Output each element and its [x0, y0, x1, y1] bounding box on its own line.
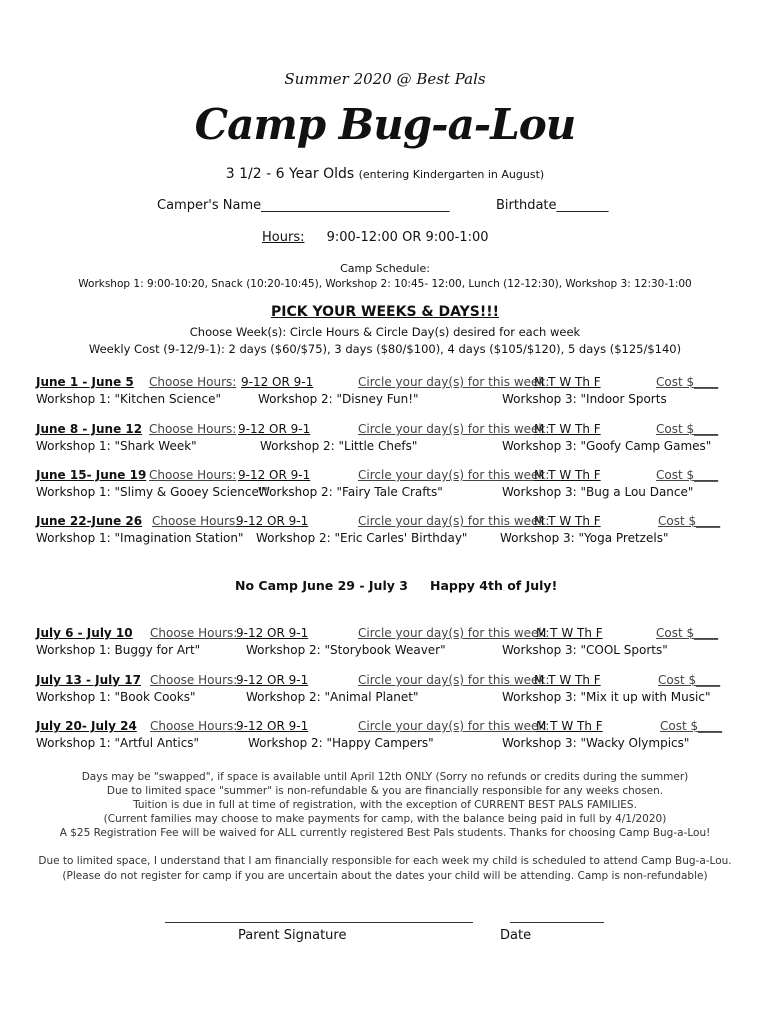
pick-heading: PICK YOUR WEEKS & DAYS!!! — [271, 304, 499, 320]
policy-line: (Current families may choose to make payments for camp, with the balance being paid in full by 4/1/2020) — [103, 813, 667, 825]
age-main: 3 1/2 - 6 Year Olds — [225, 166, 355, 182]
schedule-text: Workshop 1: 9:00-10:20, Snack (10:20-10:45), Workshop 2: 10:45- 12:00, Lunch (12-12:30), Workshop 3: 12:30-1:00 — [78, 278, 692, 290]
workshop-3: Workshop 3: "Goofy Camp Games" — [502, 439, 712, 453]
cost-field[interactable]: Cost $____ — [656, 468, 719, 482]
cost-field[interactable]: Cost $____ — [656, 626, 719, 640]
parent-signature-line[interactable] — [165, 922, 473, 923]
choose-hours-label: Choose Hours: — [152, 514, 240, 528]
hours-value: 9:00-12:00 OR 9:00-1:00 — [326, 230, 489, 245]
cost-field[interactable]: Cost $____ — [660, 719, 723, 733]
workshop-3: Workshop 3: "Wacky Olympics" — [502, 736, 690, 750]
workshop-2: Workshop 2: "Storybook Weaver" — [246, 643, 446, 657]
circle-days-label: Circle your day(s) for this week: — [358, 422, 550, 436]
week-dates: June 8 - June 12 — [36, 422, 143, 436]
workshop-1: Workshop 1: "Shark Week" — [36, 439, 197, 453]
workshop-2: Workshop 2: "Animal Planet" — [246, 690, 419, 704]
agreement-note: (Please do not register for camp if you are uncertain about the dates your child will be attending. Camp is non-refundable) — [62, 870, 708, 882]
week-row — [36, 626, 724, 642]
day-options[interactable]: M T W Th F — [536, 626, 603, 640]
week-dates: July 6 - July 10 — [36, 626, 133, 640]
week-row — [36, 673, 724, 689]
schedule-label: Camp Schedule: — [340, 262, 430, 275]
workshop-row — [36, 531, 736, 547]
workshop-2: Workshop 2: "Eric Carles' Birthday" — [256, 531, 468, 545]
week-row — [36, 375, 724, 391]
hours-options[interactable]: 9-12 OR 9-1 — [236, 673, 309, 687]
cost-field[interactable]: Cost $____ — [656, 422, 719, 436]
birthdate-field[interactable]: Birthdate________ — [496, 198, 609, 213]
workshop-1: Workshop 1: "Artful Antics" — [36, 736, 200, 750]
hours-options[interactable]: 9-12 OR 9-1 — [236, 626, 309, 640]
no-camp-notice: No Camp June 29 - July 3 — [235, 578, 408, 593]
workshop-row — [36, 392, 736, 408]
day-options[interactable]: M T W Th F — [534, 375, 601, 389]
day-options[interactable]: M T W Th F — [534, 514, 601, 528]
week-row — [36, 514, 724, 530]
camp-title: Camp Bug-a-Lou — [194, 100, 576, 149]
hours-label: Hours: — [262, 230, 305, 245]
hours-options[interactable]: 9-12 OR 9-1 — [236, 514, 309, 528]
weekly-cost: Weekly Cost (9-12/9-1): 2 days ($60/$75), 3 days ($80/$100), 4 days ($105/$120), 5 days ($125/$140) — [88, 342, 682, 356]
holiday-note: Happy 4th of July! — [430, 578, 558, 593]
camp-season-subtitle: Summer 2020 @ Best Pals — [284, 70, 486, 88]
week-dates: June 1 - June 5 — [36, 375, 134, 389]
circle-days-label: Circle your day(s) for this week: — [358, 673, 550, 687]
parent-signature-label: Parent Signature — [238, 928, 347, 943]
workshop-2: Workshop 2: "Disney Fun!" — [258, 392, 419, 406]
policy-line: A $25 Registration Fee will be waived for ALL currently registered Best Pals students. Thanks for choosing Camp Bug-a-Lou! — [59, 827, 711, 839]
day-options[interactable]: M T W Th F — [534, 468, 601, 482]
workshop-2: Workshop 2: "Fairy Tale Crafts" — [258, 485, 443, 499]
week-dates: July 13 - July 17 — [36, 673, 141, 687]
hours-options[interactable]: 9-12 OR 9-1 — [241, 375, 314, 389]
choose-hours-label: Choose Hours: — [149, 422, 237, 436]
workshop-row — [36, 690, 736, 706]
workshop-1: Workshop 1: "Book Cooks" — [36, 690, 196, 704]
hours-options[interactable]: 9-12 OR 9-1 — [238, 422, 311, 436]
hours-options[interactable]: 9-12 OR 9-1 — [238, 468, 311, 482]
hours-row — [262, 230, 489, 245]
workshop-3: Workshop 3: "Yoga Pretzels" — [500, 531, 669, 545]
workshop-row — [36, 736, 736, 752]
workshop-2: Workshop 2: "Happy Campers" — [248, 736, 434, 750]
policy-line: Days may be "swapped", if space is available until April 12th ONLY (Sorry no refunds or credits during the summer) — [81, 771, 689, 783]
choose-hours-label: Choose Hours: — [150, 673, 238, 687]
circle-days-label: Circle your day(s) for this week: — [358, 468, 550, 482]
age-note: (entering Kindergarten in August) — [358, 168, 545, 181]
agreement-line: Due to limited space, I understand that I am financially responsible for each week my child is scheduled to attend Camp Bug-a-Lou. — [38, 855, 732, 867]
day-options[interactable]: M T W Th F — [536, 719, 603, 733]
policy-line: Due to limited space "summer" is non-refundable & you are financially responsible for any weeks chosen. — [106, 785, 664, 797]
week-dates: July 20- July 24 — [36, 719, 137, 733]
workshop-2: Workshop 2: "Little Chefs" — [260, 439, 418, 453]
circle-days-label: Circle your day(s) for this week: — [358, 626, 550, 640]
cost-field[interactable]: Cost $____ — [658, 673, 721, 687]
camper-name-field[interactable]: Camper's Name_____________________________ — [157, 198, 450, 213]
choose-hours-label: Choose Hours: — [150, 719, 238, 733]
policy-line: Tuition is due in full at time of registration, with the exception of CURRENT BEST PALS FAMILIES. — [133, 799, 637, 811]
week-row — [36, 468, 724, 484]
workshop-1: Workshop 1: "Kitchen Science" — [36, 392, 221, 406]
date-label: Date — [500, 928, 532, 943]
workshop-3: Workshop 3: "COOL Sports" — [502, 643, 668, 657]
age-line — [0, 166, 770, 182]
workshop-3: Workshop 3: "Bug a Lou Dance" — [502, 485, 694, 499]
workshop-3: Workshop 3: "Indoor Sports — [502, 392, 667, 406]
hours-options[interactable]: 9-12 OR 9-1 — [236, 719, 309, 733]
cost-field[interactable]: Cost $____ — [658, 514, 721, 528]
workshop-1: Workshop 1: Buggy for Art" — [36, 643, 201, 657]
pick-instruction: Choose Week(s): Circle Hours & Circle Day(s) desired for each week — [189, 325, 581, 339]
choose-hours-label: Choose Hours: — [149, 375, 237, 389]
day-options[interactable]: M T W Th F — [534, 673, 601, 687]
workshop-row — [36, 439, 736, 455]
cost-field[interactable]: Cost $____ — [656, 375, 719, 389]
week-dates: June 22-June 26 — [36, 514, 143, 528]
workshop-3: Workshop 3: "Mix it up with Music" — [502, 690, 711, 704]
workshop-1: Workshop 1: "Imagination Station" — [36, 531, 244, 545]
circle-days-label: Circle your day(s) for this week: — [358, 375, 550, 389]
week-row — [36, 422, 724, 438]
workshop-row — [36, 485, 736, 501]
choose-hours-label: Choose Hours: — [150, 626, 238, 640]
week-row — [36, 719, 724, 735]
day-options[interactable]: M T W Th F — [534, 422, 601, 436]
choose-hours-label: Choose Hours: — [149, 468, 237, 482]
week-dates: June 15- June 19 — [36, 468, 147, 482]
date-line[interactable] — [510, 922, 604, 923]
workshop-row — [36, 643, 736, 659]
workshop-1: Workshop 1: "Slimy & Gooey Science"" — [36, 485, 270, 499]
circle-days-label: Circle your day(s) for this week: — [358, 719, 550, 733]
circle-days-label: Circle your day(s) for this week: — [358, 514, 550, 528]
